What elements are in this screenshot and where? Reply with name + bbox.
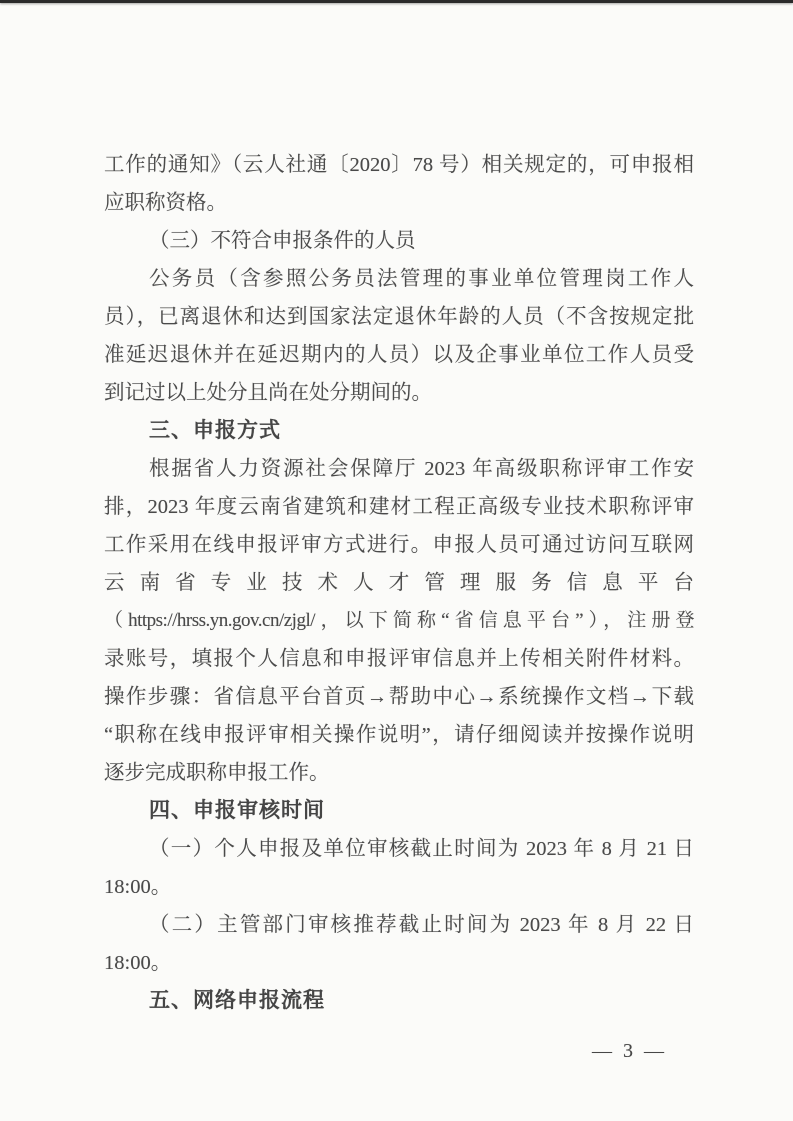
doc-line: 录账号，填报个人信息和申报评审信息并上传相关附件材料。 <box>104 648 694 670</box>
doc-line: （三）不符合申报条件的人员 <box>149 230 416 252</box>
heading-section-4: 四、申报审核时间 <box>149 799 325 822</box>
doc-line: 操作步骤：省信息平台首页→帮助中心→系统操作文档→下载 <box>104 686 694 708</box>
doc-line: 工作的通知》（云人社通〔2020〕78 号）相关规定的，可申报相 <box>104 154 694 176</box>
doc-line: 员），已离退休和达到国家法定退休年龄的人员（不含按规定批 <box>104 306 694 328</box>
doc-line: 到记过以上处分且尚在处分期间的。 <box>104 382 432 404</box>
doc-line-url: （https://hrss.yn.gov.cn/zjgl/，以下简称“省信息平台”），注册登 <box>104 610 694 631</box>
doc-line: （二）主管部门审核推荐截止时间为 2023 年 8 月 22 日 <box>149 914 694 936</box>
page-number: — 3 — <box>592 1040 667 1062</box>
doc-line: 公务员（含参照公务员法管理的事业单位管理岗工作人 <box>149 268 694 290</box>
doc-line: 逐步完成职称申报工作。 <box>104 762 330 784</box>
doc-line: “职称在线申报评审相关操作说明”，请仔细阅读并按操作说明 <box>104 724 694 746</box>
heading-section-3: 三、申报方式 <box>149 419 281 442</box>
heading-section-5: 五、网络申报流程 <box>149 989 325 1012</box>
doc-line: 排，2023 年度云南省建筑和建材工程正高级专业技术职称评审 <box>104 496 694 518</box>
doc-line: （一）个人申报及单位审核截止时间为 2023 年 8 月 21 日 <box>149 838 694 860</box>
scan-edge-artifact <box>0 0 793 3</box>
doc-line: 云南省专业技术人才管理服务信息平台 <box>104 572 694 594</box>
document-body <box>104 146 694 1020</box>
doc-line: 根据省人力资源社会保障厅 2023 年高级职称评审工作安 <box>149 458 694 480</box>
doc-line: 准延迟退休并在延迟期内的人员）以及企事业单位工作人员受 <box>104 344 694 366</box>
doc-line: 18:00。 <box>104 876 172 898</box>
doc-line: 工作采用在线申报评审方式进行。申报人员可通过访问互联网 <box>104 534 694 556</box>
doc-line: 18:00。 <box>104 952 172 974</box>
doc-line: 应职称资格。 <box>104 192 227 214</box>
